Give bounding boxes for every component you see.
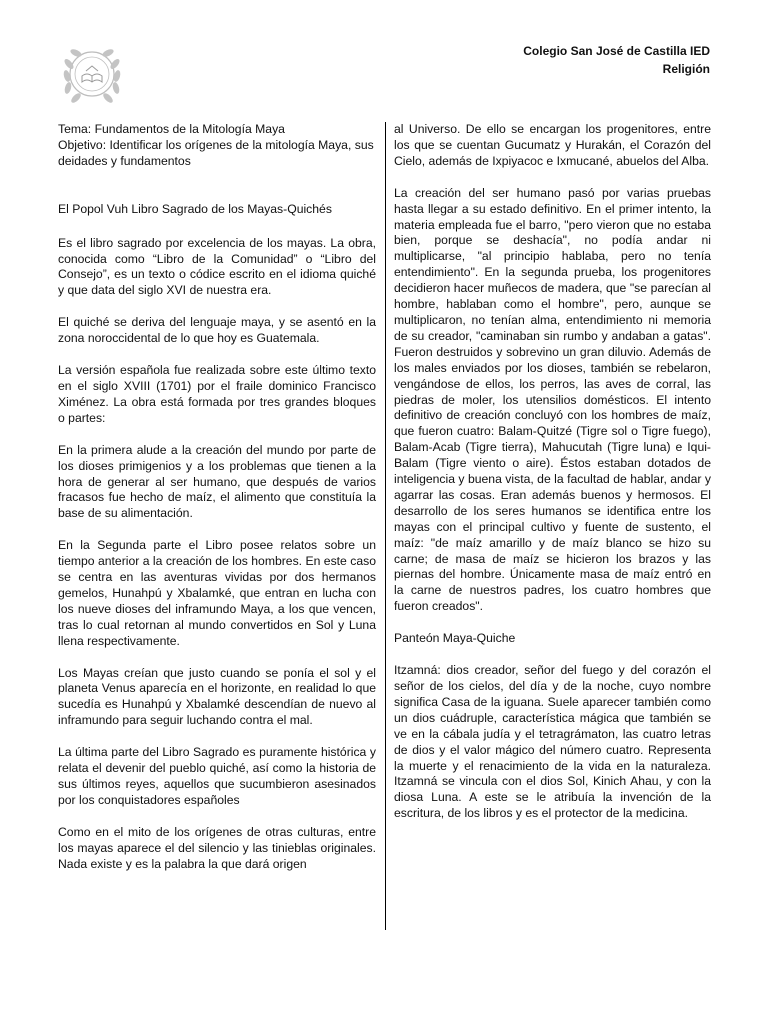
topic-label: Tema: [58,122,92,136]
objective-line [58,138,376,170]
school-info [523,42,710,78]
subject-name: Religión [662,62,710,76]
paragraph: La versión española fue realizada sobre este último texto en el siglo XVIII (1701) por el fraile dominico Francisco Ximénez. La obra está formada por tres grandes bloques o partes: [58,363,376,425]
paragraph: La última parte del Libro Sagrado es puramente histórica y relata el devenir del pueblo quiché, así como la historia de sus últimos reyes, aquellos que sucumbieron asesinados por los conquistadores españoles [58,745,376,807]
paragraph: En la Segunda parte el Libro posee relatos sobre un tiempo anterior a la creación de los hombres. En este caso se centra en las aventuras vividas por dos hermanos gemelos, Hunahpú y Xbalamké, que entran en lucha con los nueve dioses del inframundo Maya, a los que vencen, tras lo cual retornan al mundo convertidos en Sol y Luna llena respectivamente. [58,538,376,648]
objective-label: Objetivo: [58,137,107,152]
lesson-meta [58,122,376,170]
topic-value: Fundamentos de la Mitología Maya [94,122,285,136]
paragraph: La creación del ser humano pasó por varias pruebas hasta llegar a su estado definitivo. En el primer intento, la materia empleada fue el barro, "pero vieron que no estaba bien, porque se deshacía", no podía andar ni multiplicarse, "al principio hablaba, pero no tenía entendimiento". En la segunda prueba, los progenitores decidieron hacer muñecos de madera, que "se parecían al hombre, hablaban como el hombre", pero, aunque se multiplicaron, no tenían alma, entendimiento ni memoria de su creador, "caminaban sin rumbo y andaban a gatas". Fueron destruidos y sobrevino un gran diluvio. Además de los males enviados por los dioses, también se rebelaron, vengándose de ellos, los perros, las aves de corral, las piedras de moler, los utensilios domésticos. El intento definitivo de creación concluyó con los hombres de maíz, que fueron cuatro: Balam-Quitzé (Tigre sol o Tigre fuego), Balam-Acab (Tigre tierra), Mahucutah (Tigre luna) e Iqui-Balam (Tigre viento o aire). Éstos estaban dotados de inteligencia y buena vista, de la facultad de hablar, andar y agarrar las cosas. Eran además buenos y hermosos. El desarrollo de los seres humanos se identifica entre los mayas con el principal cultivo y fuente de sustento, el maíz: "de maíz amarillo y de maíz blanco se hizo su carne; de masa de maíz se hicieron los brazos y las piernas del hombre. Únicamente masa de maíz entró en la carne de nuestros padres, los cuatro hombres que fueron creados". [394,185,711,614]
objective-value: Identificar los orígenes de la mitología Maya, sus deidades y fundamentos [58,137,374,168]
column-divider [385,122,386,930]
page-header [0,0,768,120]
paragraph: Itzamná: dios creador, señor del fuego y del corazón el señor de los cielos, del día y de la noche, cuyo nombre significa Casa de la iguana. Suele aparecer también como un dios cuádruple, característica mágica que también se ve en la cábala judía y el tetragrámaton, las cuatro letras de dios y el valor mágico del número cuatro. Representa la muerte y el renacimiento de la vida en la naturaleza. Itzamná se vincula con el dios Sol, Kinich Ahau, y con la diosa Luna. A este se le atribuía la invención de la escritura, de los libros y es el protector de la medicina. [394,663,711,821]
paragraph: Es el libro sagrado por excelencia de los mayas. La obra, conocida como “Libro de la Comunidad” o “Libro del Consejo”, es un texto o códice escrito en el idioma quiché y que data del siglo XVI de nuestra era. [58,235,376,298]
paragraph: Los Mayas creían que justo cuando se ponía el sol y el planeta Venus aparecía en el horizonte, en realidad lo que sucedía es Hunahpú y Xbalamké descendían de nuevo al inframundo para seguir luchando contra el mal. [58,665,376,728]
paragraph: al Universo. De ello se encargan los progenitores, entre los que se cuentan Gucumatz y Hurakán, el Corazón del Cielo, además de Ixpiyacoc e Ixmucané, abuelos del Alba. [394,122,711,168]
paragraph: Como en el mito de los orígenes de otras culturas, entre los mayas aparece el del silencio y las tinieblas originales. Nada existe y es la palabra la que dará origen [58,824,376,871]
school-seal-logo [56,38,128,110]
school-seal-icon [56,38,128,110]
right-column [394,122,711,838]
paragraph: En la primera alude a la creación del mundo por parte de los dioses primigenios y a los problemas que tienen a la hora de generar al ser humano, que después de varios fracasos fue hecho de maíz, el alimento que constituía la base de su alimentación. [58,442,376,521]
topic-line [58,122,376,138]
section-heading-popol-vuh: El Popol Vuh Libro Sagrado de los Mayas-Quichés [58,201,332,216]
school-name: Colegio San José de Castilla IED [523,44,710,58]
paragraph: El quiché se deriva del lenguaje maya, y se asentó en la zona noroccidental de lo que hoy es Guatemala. [58,315,376,346]
left-column [58,122,376,889]
section-heading-panteon: Panteón Maya-Quiche [394,631,516,646]
